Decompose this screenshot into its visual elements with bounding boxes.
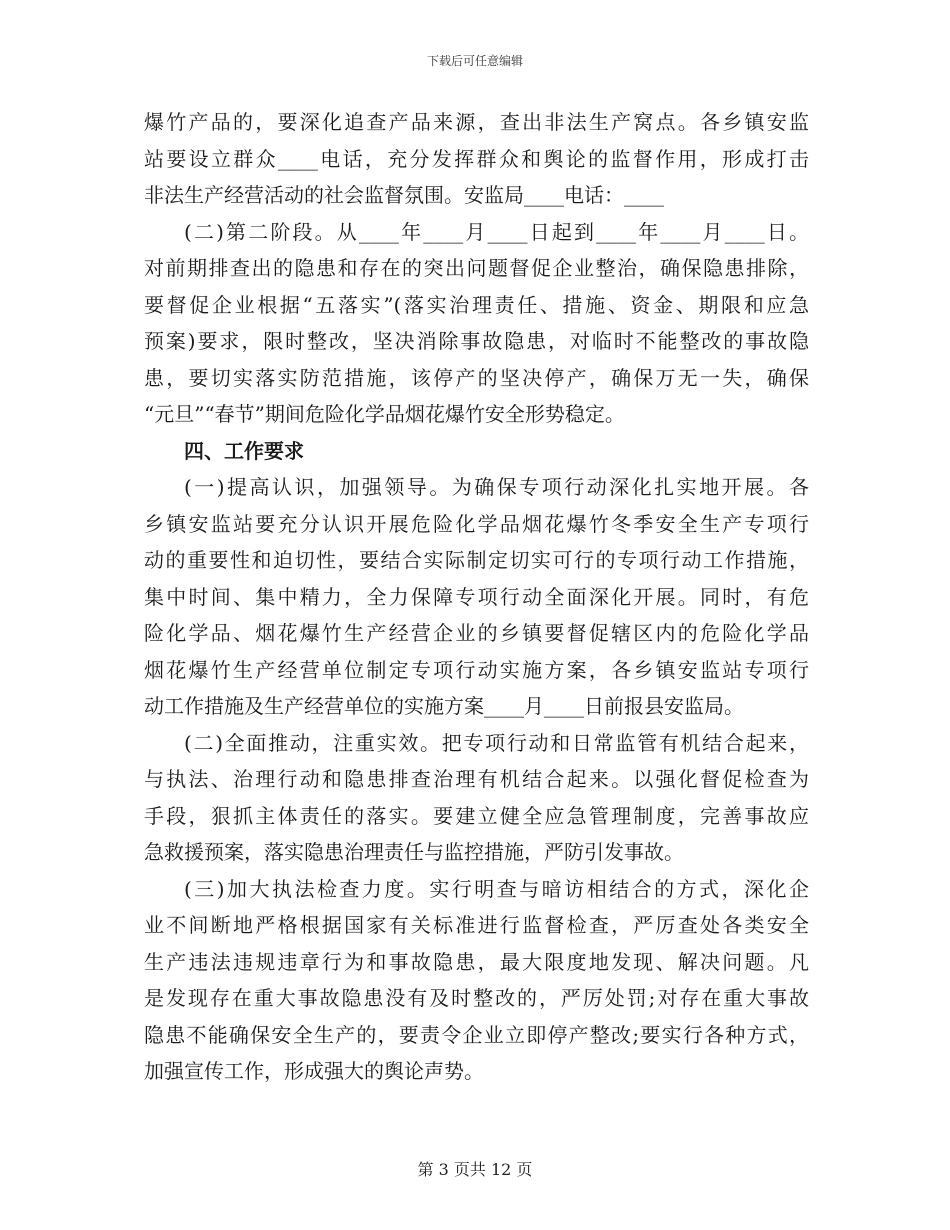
text-line: 与执法、治理行动和隐患排查治理有机结合起来。以强化督促检查为: [144, 767, 809, 791]
text-line: 对前期排查出的隐患和存在的突出问题督促企业整治，确保隐患排除，: [144, 256, 809, 280]
text-line: 乡镇安监站要充分认识开展危险化学品烟花爆竹冬季安全生产专项行: [144, 511, 809, 536]
text-line: 要督促企业根据“五落实”(落实治理责任、措施、资金、期限和应急: [144, 292, 809, 317]
document-body: [144, 104, 809, 1090]
text-line: 生产违法违规违章行为和事故隐患，最大限度地发现、解决问题。凡: [144, 949, 809, 974]
text-line: (二)全面推动，注重实效。把专项行动和日常监管有机结合起来，: [184, 730, 809, 755]
text-line: 隐患不能确保安全生产的，要责令企业立即停产整改;要实行各种方式，: [144, 1022, 809, 1047]
text-line: “元旦”“春节”期间危险化学品烟花爆竹安全形势稳定。: [144, 402, 625, 426]
text-line: 爆竹产品的，要深化追查产品来源，查出非法生产窝点。各乡镇安监: [144, 110, 809, 134]
text-line: 站要设立群众____电话，充分发挥群众和舆论的监督作用，形成打击: [144, 146, 809, 171]
text-line: 动工作措施及生产经营单位的实施方案____月____日前报县安监局。: [144, 694, 744, 718]
text-line: 业不间断地严格根据国家有关标准进行监督检查，严厉查处各类安全: [144, 913, 809, 937]
text-line: 加强宣传工作，形成强大的舆论声势。: [144, 1059, 484, 1083]
text-line: 急救援预案，落实隐患治理责任与监控措施，严防引发事故。: [144, 840, 684, 864]
text-line: 险化学品、烟花爆竹生产经营企业的乡镇要督促辖区内的危险化学品: [144, 621, 809, 645]
text-line: (一)提高认识，加强领导。为确保专项行动深化扎实地开展。各: [184, 475, 809, 499]
text-line: 患，要切实落实防范措施，该停产的坚决停产，确保万无一失，确保: [144, 365, 809, 390]
text-line: 手段，狠抓主体责任的落实。要建立健全应急管理制度，完善事故应: [144, 803, 809, 828]
text-line: 预案)要求，限时整改，坚决消除事故隐患，对临时不能整改的事故隐: [144, 329, 809, 353]
page-footer: 第 3 页共 12 页: [417, 1160, 533, 1179]
text-line: 烟花爆竹生产经营单位制定专项行动实施方案，各乡镇安监站专项行: [144, 657, 809, 682]
section-heading: 四、工作要求: [184, 438, 304, 463]
text-line: 非法生产经营活动的社会监督氛围。安监局____电话：____: [144, 183, 664, 207]
text-line: 集中时间、集中精力，全力保障专项行动全面深化开展。同时，有危: [144, 584, 809, 609]
text-line: (二)第二阶段。从____年____月____日起到____年____月____日。: [184, 219, 809, 244]
text-line: (三)加大执法检查力度。实行明查与暗访相结合的方式，深化企: [184, 876, 809, 901]
text-line: 动的重要性和迫切性，要结合实际制定切实可行的专项行动工作措施，: [144, 548, 809, 572]
page-header: 下载后可任意编辑: [426, 54, 523, 68]
text-line: 是发现存在重大事故隐患没有及时整改的，严厉处罚;对存在重大事故: [144, 986, 809, 1010]
